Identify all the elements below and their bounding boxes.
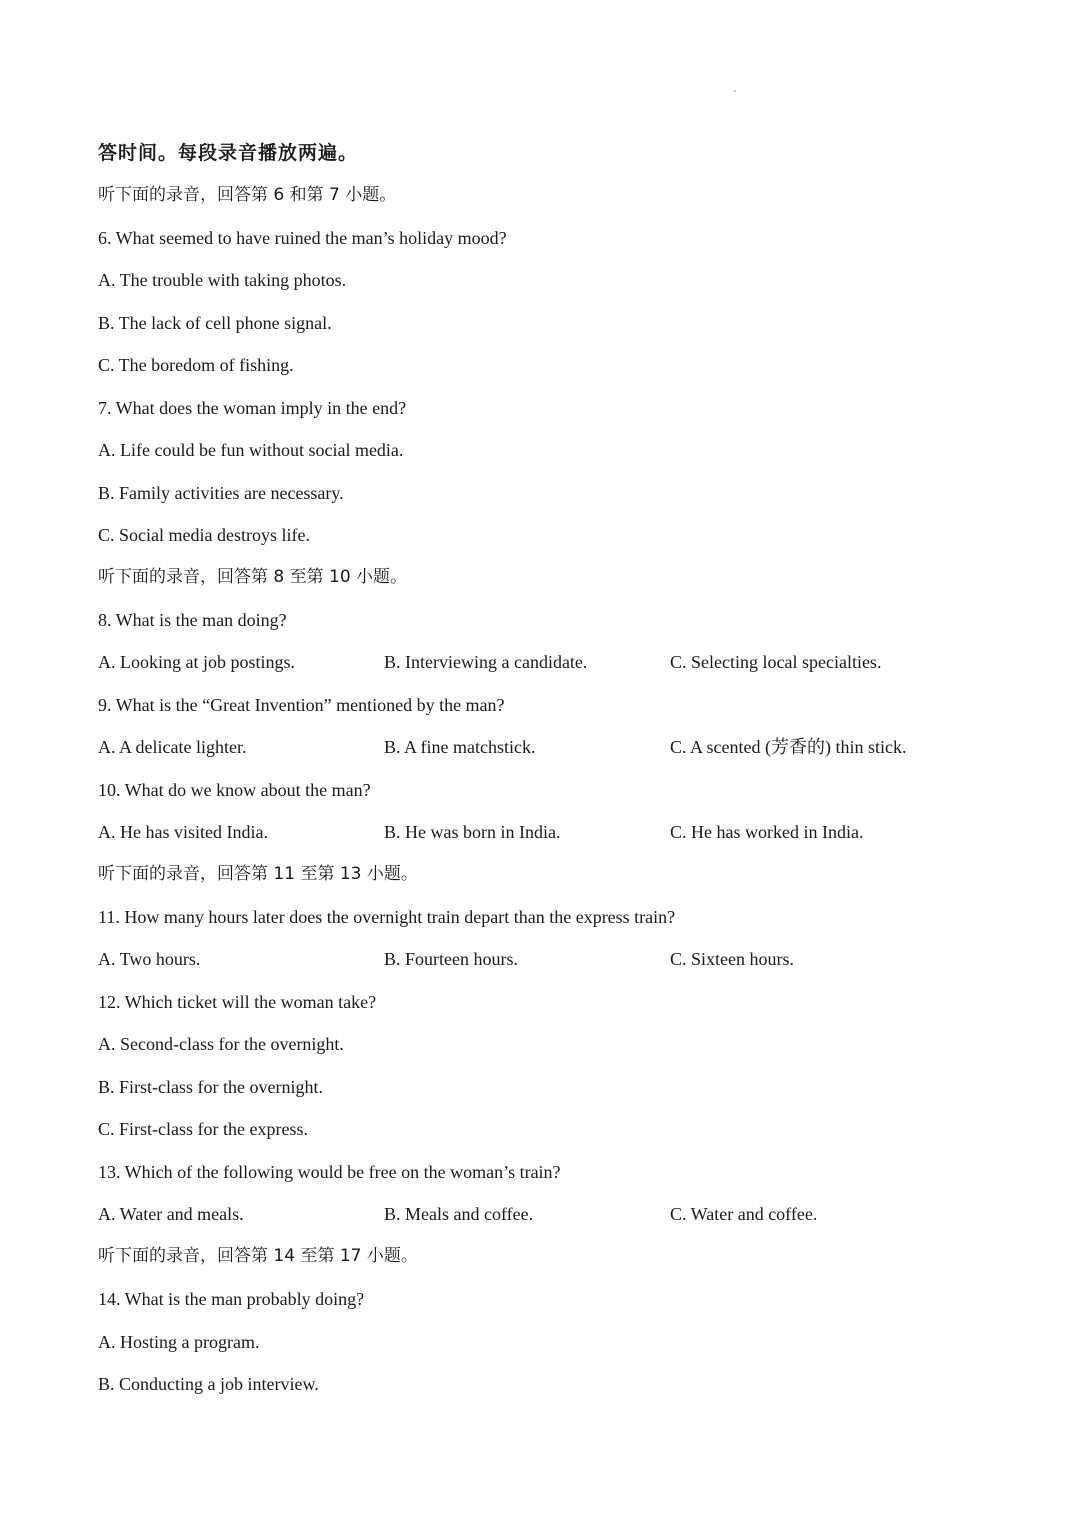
question-9: 9. What is the “Great Invention” mentioned by the man? (98, 695, 505, 715)
option-10a: A. He has visited India. (98, 822, 268, 842)
option-12c: C. First-class for the express. (98, 1119, 308, 1139)
option-10c: C. He has worked in India. (670, 822, 864, 842)
question-11: 11. How many hours later does the overnight train depart than the express train? (98, 907, 676, 927)
option-11b: B. Fourteen hours. (384, 949, 518, 969)
question-8: 8. What is the man doing? (98, 610, 287, 630)
option-12a: A. Second-class for the overnight. (98, 1034, 344, 1054)
section-header: 答时间。每段录音播放两遍。 (98, 142, 359, 164)
question-12: 12. Which ticket will the woman take? (98, 992, 377, 1012)
option-14b: B. Conducting a job interview. (98, 1374, 319, 1394)
question-10: 10. What do we know about the man? (98, 780, 371, 800)
options-row-10 (98, 820, 998, 844)
question-6: 6. What seemed to have ruined the man’s holiday mood? (98, 228, 507, 248)
option-8b: B. Interviewing a candidate. (384, 652, 588, 672)
option-8c: C. Selecting local specialties. (670, 652, 882, 672)
option-7a: A. Life could be fun without social media. (98, 440, 404, 460)
options-row-8 (98, 650, 998, 674)
option-6c: C. The boredom of fishing. (98, 355, 294, 375)
option-13c: C. Water and coffee. (670, 1204, 818, 1224)
option-7c: C. Social media destroys life. (98, 525, 310, 545)
option-6b: B. The lack of cell phone signal. (98, 313, 332, 333)
section-instruction: 听下面的录音，回答第 6 和第 7 小题。 (98, 185, 397, 205)
section-instruction: 听下面的录音，回答第 11 至第 13 小题。 (98, 864, 418, 884)
option-11c: C. Sixteen hours. (670, 949, 794, 969)
options-row-9 (98, 735, 998, 759)
option-14a: A. Hosting a program. (98, 1332, 260, 1352)
option-9a: A. A delicate lighter. (98, 737, 247, 757)
option-9b: B. A fine matchstick. (384, 737, 536, 757)
option-11a: A. Two hours. (98, 949, 201, 969)
option-9c: C. A scented (芳香的) thin stick. (670, 737, 907, 757)
options-row-11 (98, 947, 998, 971)
section-instruction: 听下面的录音，回答第 8 至第 10 小题。 (98, 567, 408, 587)
option-13b: B. Meals and coffee. (384, 1204, 534, 1224)
option-7b: B. Family activities are necessary. (98, 483, 344, 503)
option-12b: B. First-class for the overnight. (98, 1077, 323, 1097)
option-10b: B. He was born in India. (384, 822, 561, 842)
section-instruction: 听下面的录音，回答第 14 至第 17 小题。 (98, 1246, 418, 1266)
speck (734, 90, 736, 92)
question-14: 14. What is the man probably doing? (98, 1289, 365, 1309)
question-7: 7. What does the woman imply in the end? (98, 398, 407, 418)
option-6a: A. The trouble with taking photos. (98, 270, 347, 290)
options-row-13 (98, 1202, 998, 1226)
option-13a: A. Water and meals. (98, 1204, 244, 1224)
option-8a: A. Looking at job postings. (98, 652, 295, 672)
question-13: 13. Which of the following would be free on the woman’s train? (98, 1162, 561, 1182)
